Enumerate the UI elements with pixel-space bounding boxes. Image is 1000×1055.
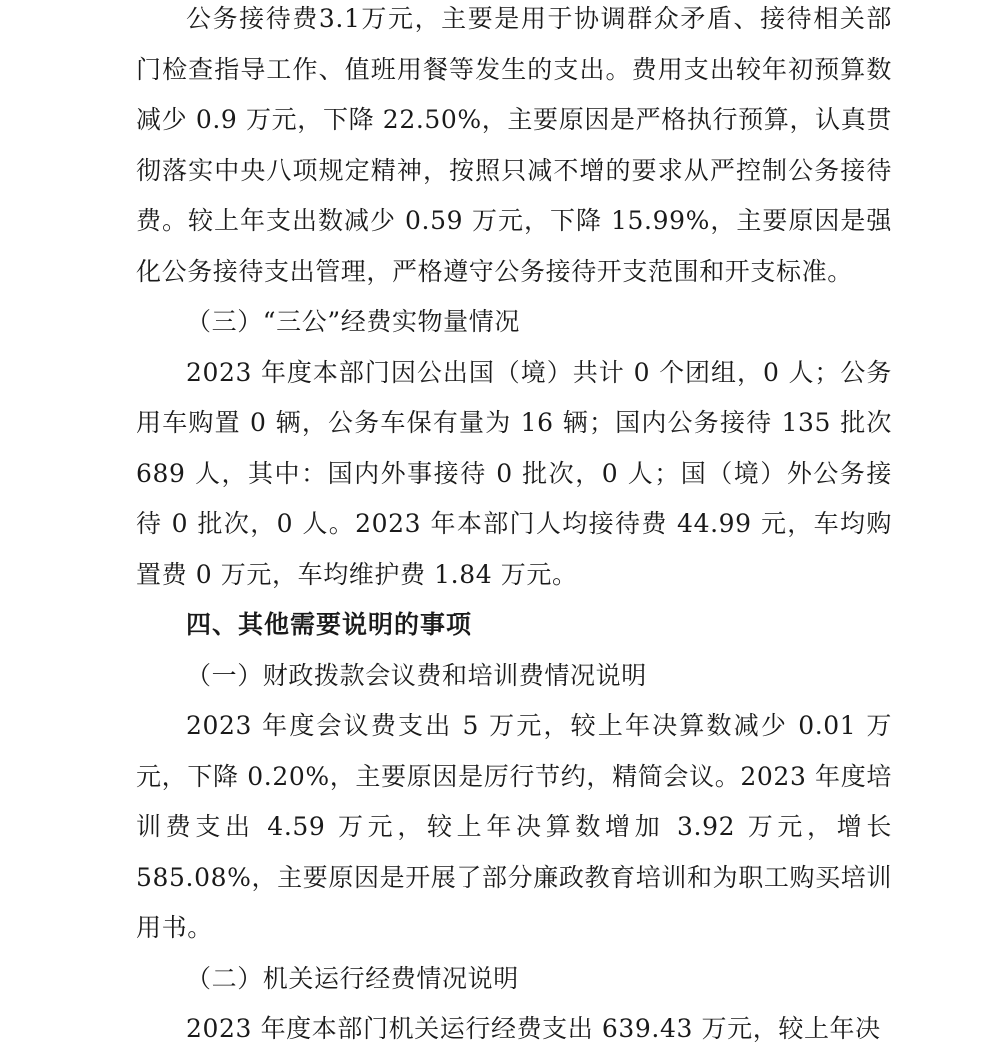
heading-other-matters: 四、其他需要说明的事项 <box>186 610 473 639</box>
paragraph-operating-expense: 2023 年度本部门机关运行经费支出 639.43 万元，较上年决 <box>186 1014 881 1043</box>
subheading-operating-expense: （二）机关运行经费情况说明 <box>186 963 519 993</box>
paragraph-physical-quantity: 2023 年度本部门因公出国（境）共计 0 个团组，0 人；公务用车购置 0 辆，公务车保有量为 16 辆；国内公务接待 135 批次 689 人，其中：国内外事接待 0 批次，0 人；国（境）外公务接待 0 批次，0 人。2023 年本部门人均接待费 44.99 元，车均购置费 0 万元，车均维护费 1.84 万元。 <box>136 357 892 589</box>
paragraph-meeting-training: 2023 年度会议费支出 5 万元，较上年决算数减少 0.01 万元，下降 0.20%，主要原因是厉行节约，精简会议。2023 年度培训费支出 4.59 万元，较上年决算数增加 3.92 万元，增长 585.08%，主要原因是开展了部分廉政教育培训和为职工购买培训用书。 <box>136 711 892 942</box>
subheading-physical-quantity: （三）“三公”经费实物量情况 <box>186 307 520 336</box>
document-page <box>136 0 892 1055</box>
paragraph-reception-expense: 公务接待费3.1万元，主要是用于协调群众矛盾、接待相关部门检查指导工作、值班用餐等发生的支出。费用支出较年初预算数减少 0.9 万元，下降 22.50%，主要原因是严格执行预算，认真贯彻落实中央八项规定精神，按照只减不增的要求从严控制公务接待费。较上年支出数减少 0.59 万元，下降 15.99%，主要原因是强化公务接待支出管理，严格遵守公务接待开支范围和开支标准。 <box>136 4 892 286</box>
subheading-meeting-training: （一）财政拨款会议费和培训费情况说明 <box>186 660 647 690</box>
